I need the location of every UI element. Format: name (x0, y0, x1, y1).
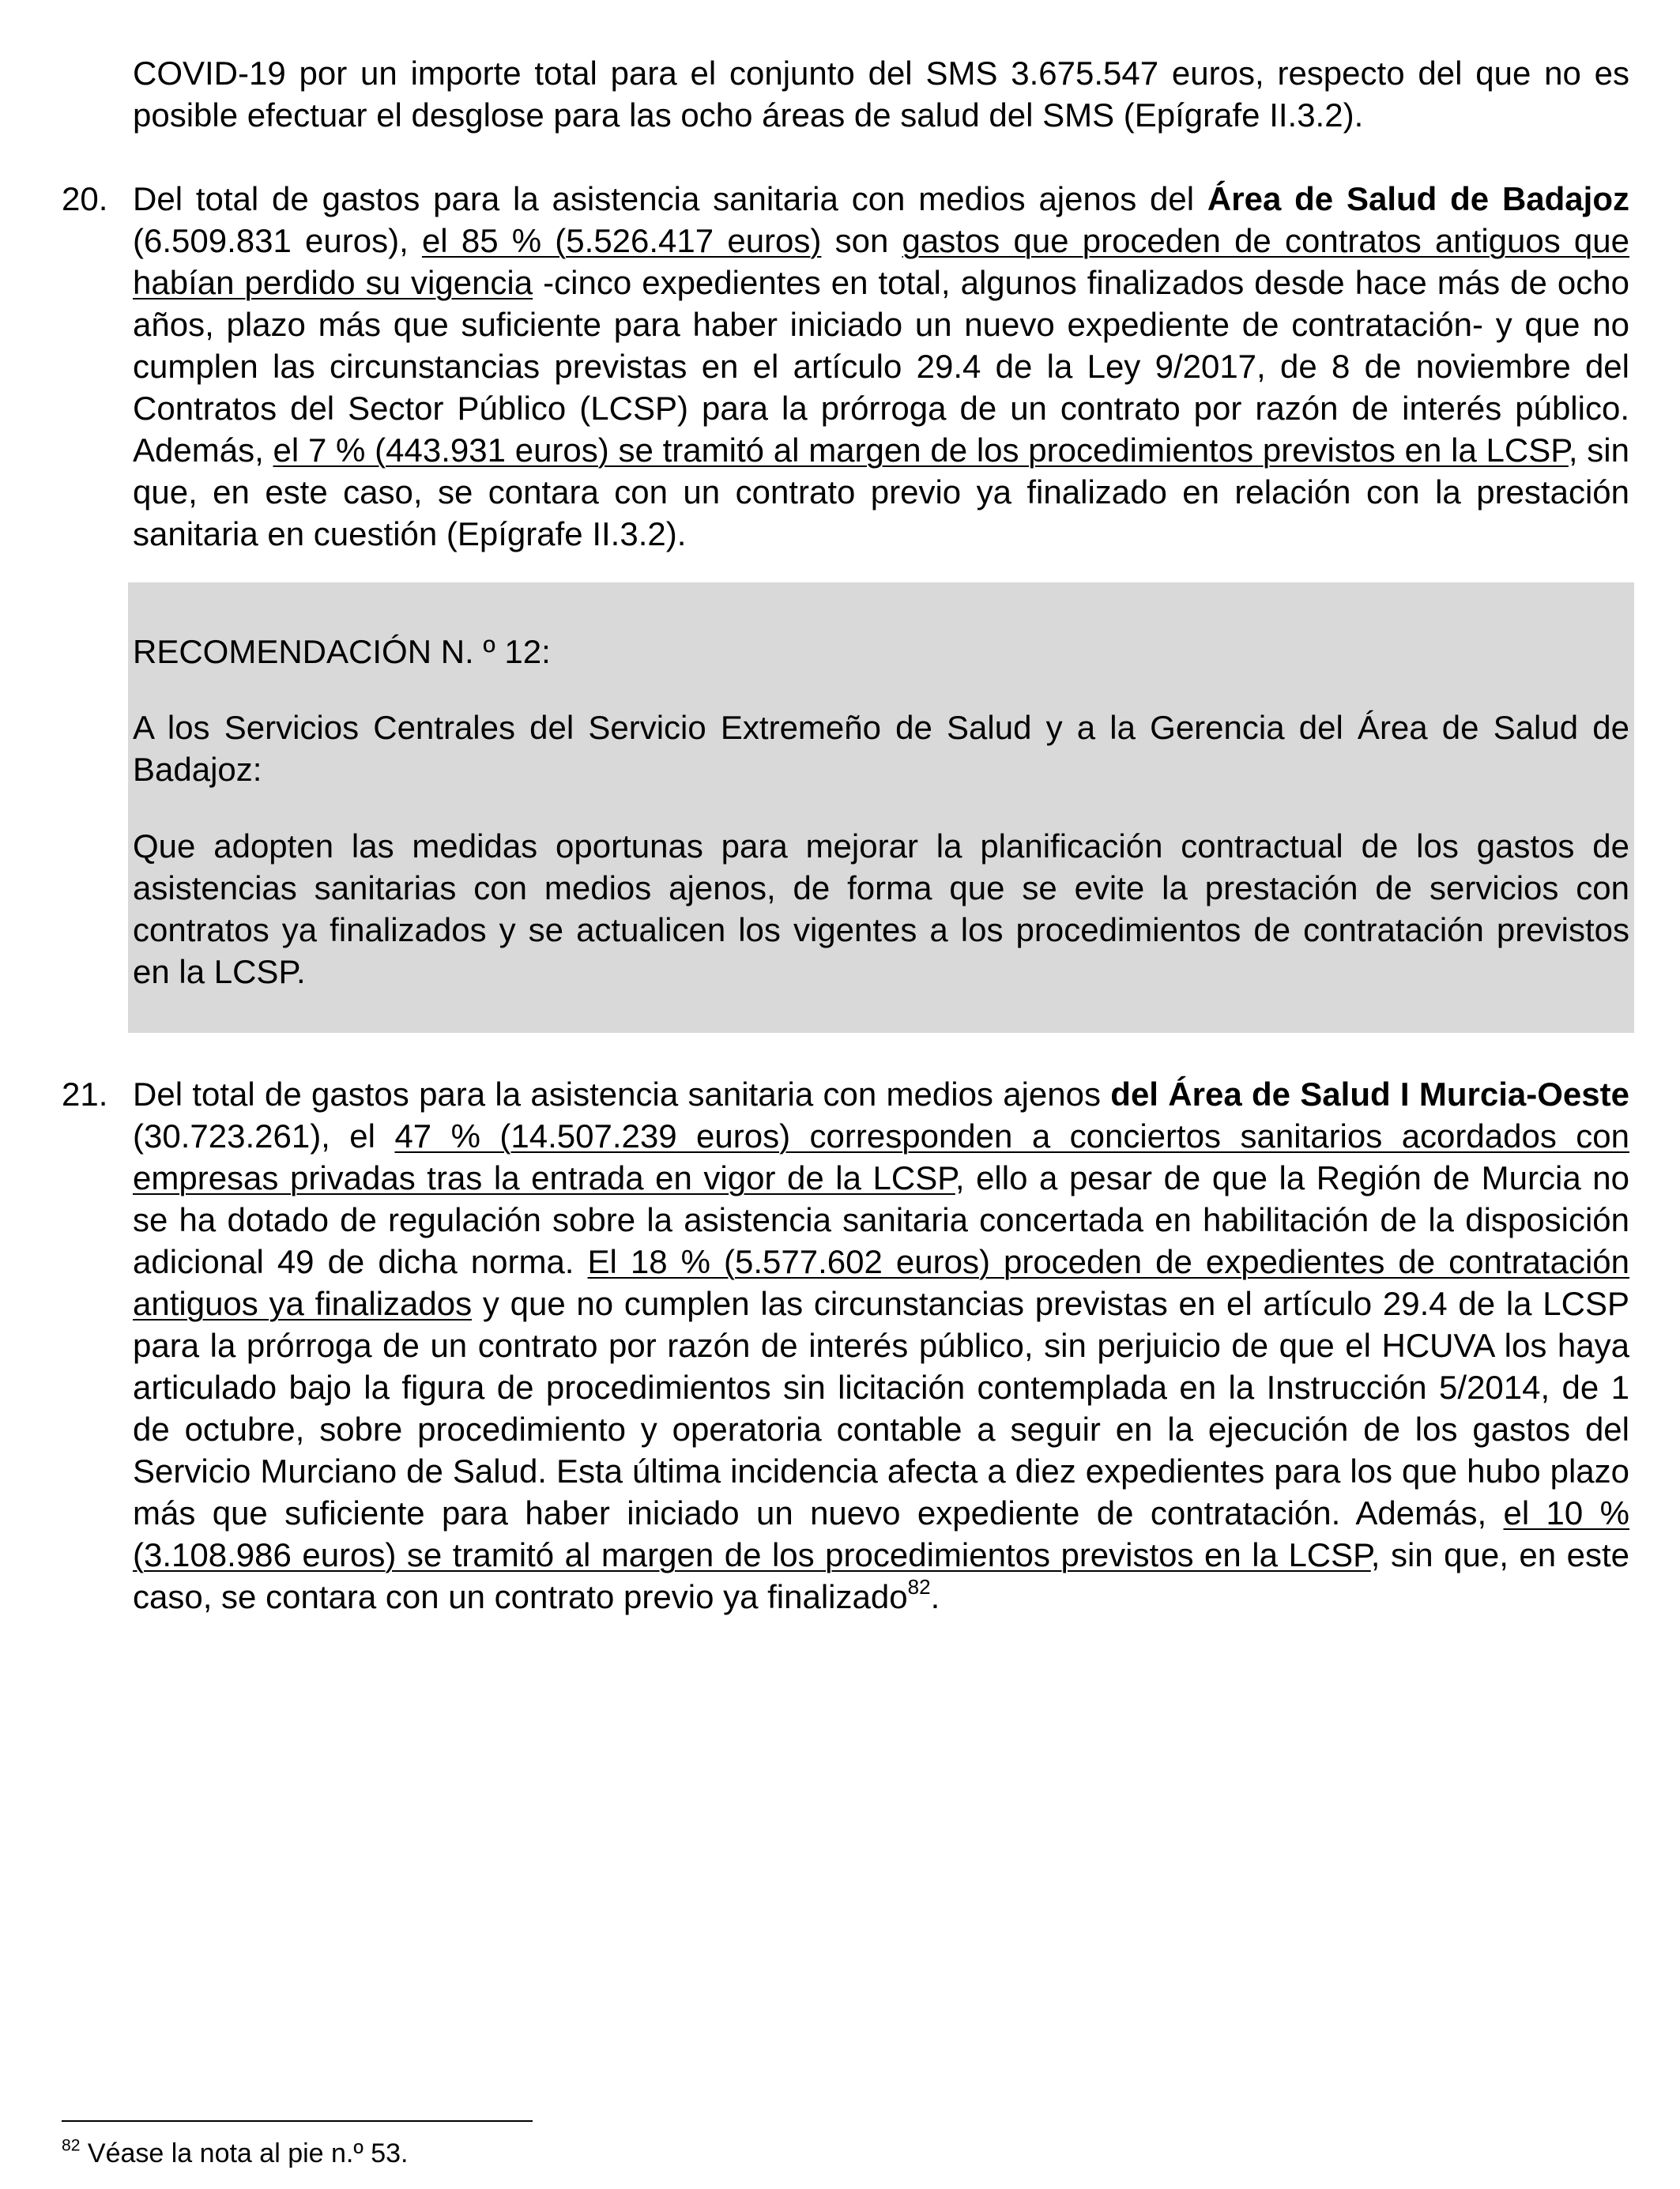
item-20-paragraph: Del total de gastos para la asistencia sanitaria con medios ajenos del Área de Salud de Badajoz (6.509.831 euros), el 85 % (5.526.417 euros) son gastos que proceden de contratos antiguos que habían perdido su vigencia -cinco expedientes en total, algunos finalizados desde hace más de ocho años, plazo más que suficiente para haber iniciado un nuevo expediente de contratación- y que no cumplen las circunstancias previstas en el artículo 29.4 de la Ley 9/2017, de 8 de noviembre del Contratos del Sector Público (LCSP) para la prórroga de un contrato por razón de interés público. Además, el 7 % (443.931 euros) se tramitó al margen de los procedimientos previstos en la LCSP, sin que, en este caso, se contara con un contrato previo ya finalizado en relación con la prestación sanitaria en cuestión (Epígrafe II.3.2). (133, 180, 1630, 552)
item-21-underline-10: el 10 % (3.108.986 euros) se tramitó al margen de los procedimientos previstos en la LCSP (133, 1494, 1629, 1573)
item-20-number: 20. (62, 180, 108, 217)
item-20-underline-contratos: gastos que proceden de contratos antiguos que habían perdido su vigencia (133, 222, 1630, 301)
footnote-separator (62, 2120, 533, 2122)
item-21-underline-47: 47 % (14.507.239 euros) corresponden a conciertos sanitarios acordados con empresas privadas tras la entrada en vigor de la LCSP (133, 1117, 1629, 1196)
recommendation-body: Que adopten las medidas oportunas para mejorar la planificación contractual de los gastos de asistencias sanitarias con medios ajenos, de forma que se evite la prestación de servicios con contratos ya finalizados y se actualicen los vigentes a los procedimientos de contratación previstos en la LCSP. (133, 827, 1629, 990)
item-20-area-bold: Área de Salud de Badajoz (1207, 180, 1629, 217)
footnote-82 (62, 2137, 409, 2170)
item-21-paragraph: Del total de gastos para la asistencia sanitaria con medios ajenos del Área de Salud I Murcia-Oeste (30.723.261), el 47 % (14.507.239 euros) corresponden a conciertos sanitarios acordados con empresas privadas tras la entrada en vigor de la LCSP, ello a pesar de que la Región de Murcia no se ha dotado de regulación sobre la asistencia sanitaria concertada en habilitación de la disposición adicional 49 de dicha norma. El 18 % (5.577.602 euros) proceden de expedientes de contratación antiguos ya finalizados y que no cumplen las circunstancias previstas en el artículo 29.4 de la LCSP para la prórroga de un contrato por razón de interés público, sin perjuicio de que el HCUVA los haya articulado bajo la figura de procedimientos sin licitación contemplada en la Instrucción 5/2014, de 1 de octubre, sobre procedimiento y operatoria contable a seguir en la ejecución de los gastos del Servicio Murciano de Salud. Esta última incidencia afecta a diez expedientes para los que hubo plazo más que suficiente para haber iniciado un nuevo expediente de contratación. Además, el 10 % (3.108.986 euros) se tramitó al margen de los procedimientos previstos en la LCSP, sin que, en este caso, se contara con un contrato previo ya finalizado$^{82}$. (133, 1076, 1629, 1615)
recommendation-title: RECOMENDACIÓN N. º 12: (133, 633, 551, 670)
item-21-underline-18: El 18 % (5.577.602 euros) proceden de expedientes de contratación antiguos ya finalizados (133, 1243, 1629, 1322)
continuation-paragraph: COVID-19 por un importe total para el conjunto del SMS 3.675.547 euros, respecto del que no es posible efectuar el desglose para las ocho áreas de salud del SMS (Epígrafe II.3.2). (133, 55, 1629, 134)
item-20-underline-85: el 85 % (5.526.417 euros) (421, 222, 822, 259)
item-20-underline-7: el 7 % (443.931 euros) se tramitó al margen de los procedimientos previstos en la LCSP (273, 431, 1569, 469)
footnote-text: Véase la nota al pie n.º 53. (80, 2138, 409, 2168)
footnote-reference-82[interactable]: 82 (907, 1574, 931, 1599)
footnote-mark: 82 (62, 2136, 81, 2155)
item-21-area-bold: del Área de Salud I Murcia-Oeste (1110, 1076, 1629, 1113)
recommendation-addressee: A los Servicios Centrales del Servicio Extremeño de Salud y a la Gerencia del Área de Salud de Badajoz: (133, 709, 1629, 788)
recommendation-box (128, 582, 1634, 1033)
item-21-number: 21. (62, 1076, 108, 1113)
